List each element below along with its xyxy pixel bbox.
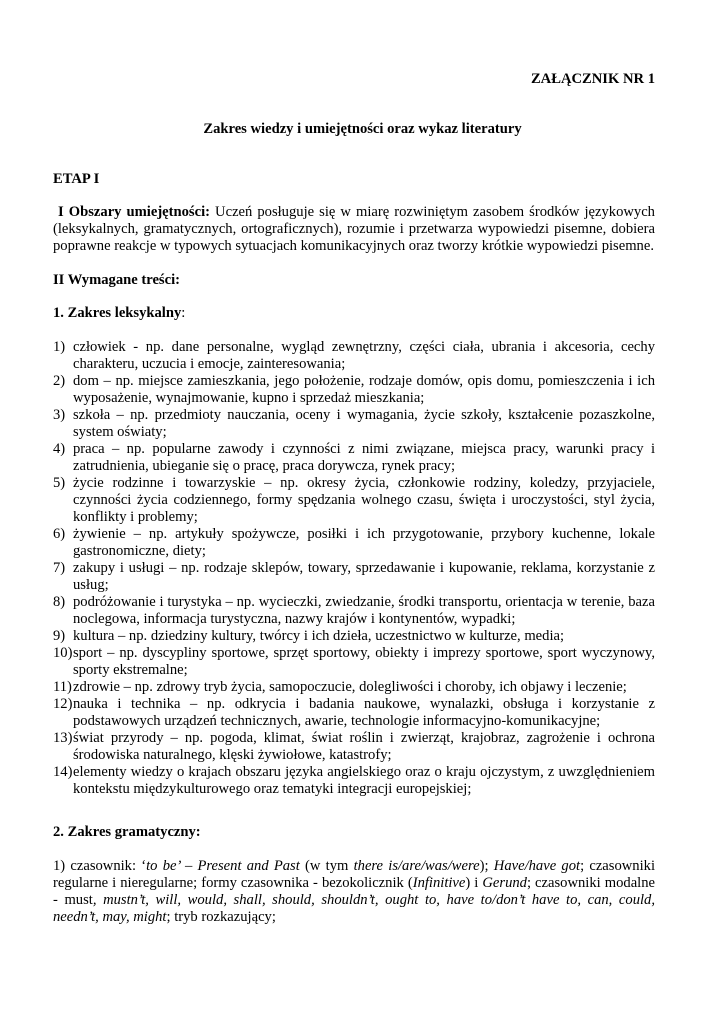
grammar-term: to be’ – Present and Past: [146, 858, 300, 874]
grammar-text: );: [479, 858, 494, 874]
grammar-term: there is/are/was/were: [353, 858, 480, 874]
lexical-item-number: 7): [53, 560, 66, 576]
lexical-colon: :: [181, 305, 186, 321]
lexical-heading: 1. Zakres leksykalny: [53, 305, 182, 321]
stage-heading: ETAP I: [53, 171, 100, 187]
lexical-item: [53, 679, 655, 696]
lexical-item-number: 4): [53, 441, 66, 457]
document-title: Zakres wiedzy i umiejętności oraz wykaz literatury: [203, 121, 522, 137]
lexical-item-number: 12): [53, 696, 73, 712]
lexical-item-number: 5): [53, 475, 66, 491]
lexical-item-number: 10): [53, 645, 73, 661]
grammar-term: Have/have got: [493, 858, 581, 874]
lexical-item: [53, 645, 655, 679]
lexical-item-text: kultura – np. dziedziny kultury, twórcy i ich dzieła, uczestnictwo w kulturze, media;: [73, 628, 565, 644]
grammar-text: 1) czasownik: ‘: [53, 858, 147, 874]
lexical-item: [53, 628, 655, 645]
grammar-item-1: [53, 858, 655, 926]
lexical-item-number: 1): [53, 339, 66, 355]
grammar-text: ; czasowniki regularne i nieregularne; formy czasownika - bezokolicznik (: [53, 858, 655, 891]
lexical-item-text: nauka i technika – np. odkrycia i badania naukowe, wynalazki, obsługa i korzystanie z podstawowych urządzeń technicznych, awarie, technologie informacyjno-komunikacyjne;: [73, 696, 655, 729]
lexical-item-text: żywienie – np. artykuły spożywcze, posiłki i ich przygotowanie, przybory kuchenne, lokale gastronomiczne, diety;: [73, 526, 655, 559]
skills-paragraph: [53, 204, 655, 255]
lexical-item-number: 3): [53, 407, 66, 423]
lexical-heading-line: [53, 305, 655, 322]
lexical-item: [53, 475, 655, 526]
grammar-term: , mustn’t, will, would, shall, should, shouldn’t, ought to, have to/don’t have to, can, could, needn’t, may, might: [53, 892, 655, 925]
lexical-item-number: 9): [53, 628, 66, 644]
lexical-item-text: życie rodzinne i towarzyskie – np. okresy życia, członkowie rodziny, koledzy, przyjaciele, czynności życia codziennego, formy spędzania wolnego czasu, święta i uroczystości, styl życia, konflikty i problemy;: [73, 475, 655, 525]
lexical-item-text: praca – np. popularne zawody i czynności z nimi związane, miejsca pracy, warunki pracy i zatrudnienia, ubieganie się o pracę, praca dorywcza, rynek pracy;: [73, 441, 655, 474]
lexical-list: [53, 339, 655, 798]
lexical-item: [53, 441, 655, 475]
lexical-item-text: elementy wiedzy o krajach obszaru języka angielskiego oraz o kraju ojczystym, z uwzględnieniem kontekstu międzykulturowego oraz tematyki integracji europejskiej;: [73, 764, 655, 797]
lexical-item-text: podróżowanie i turystyka – np. wycieczki, zwiedzanie, środki transportu, orientacja w terenie, baza noclegowa, informacja turystyczna, nazwy krajów i kontynentów, wypadki;: [73, 594, 655, 627]
lexical-item-number: 11): [53, 679, 72, 695]
lexical-item: [53, 373, 655, 407]
skills-text: Uczeń posługuje się w miarę rozwiniętym zasobem środków językowych (leksykalnych, gramatycznych, ortograficznych), rozumie i przetwarza wypowiedzi pisemne, dobiera poprawne reakcje w typowych sytuacjach komunikacyjnych oraz tworzy krótkie wypowiedzi pisemne.: [53, 204, 655, 254]
lexical-item-text: szkoła – np. przedmioty nauczania, oceny i wymagania, życie szkoły, kształcenie pozaszkolne, system oświaty;: [73, 407, 655, 440]
lexical-item-text: zdrowie – np. zdrowy tryb życia, samopoczucie, dolegliwości i choroby, ich objawy i leczenie;: [73, 679, 627, 695]
lexical-item: [53, 560, 655, 594]
annex-label: ZAŁĄCZNIK NR 1: [530, 71, 655, 87]
grammar-heading: 2. Zakres gramatyczny:: [53, 824, 201, 840]
grammar-text: ; tryb rozkazujący;: [166, 909, 276, 925]
required-heading: II Wymagane treści:: [53, 272, 181, 288]
lexical-item-number: 6): [53, 526, 66, 542]
grammar-text: ) i: [465, 875, 483, 891]
skills-heading: I Obszary umiejętności:: [58, 204, 210, 220]
lexical-item: [53, 696, 655, 730]
lexical-item-number: 8): [53, 594, 66, 610]
lexical-item: [53, 339, 655, 373]
lexical-item: [53, 730, 655, 764]
lexical-item-text: sport – np. dyscypliny sportowe, sprzęt sportowy, obiekty i imprezy sportowe, sport wyczynowy, sporty ekstremalne;: [73, 645, 655, 678]
lexical-item-text: zakupy i usługi – np. rodzaje sklepów, towary, sprzedawanie i kupowanie, reklama, korzystanie z usług;: [73, 560, 655, 593]
grammar-text: (w tym: [299, 858, 354, 874]
lexical-item: [53, 764, 655, 798]
lexical-item-number: 14): [53, 764, 73, 780]
grammar-text: ; czasowniki modalne - must: [53, 875, 655, 908]
lexical-item-text: człowiek - np. dane personalne, wygląd zewnętrzny, części ciała, ubrania i akcesoria, cechy charakteru, uczucia i emocje, zainteresowania;: [73, 339, 655, 372]
lexical-item-text: świat przyrody – np. pogoda, klimat, świat roślin i zwierząt, krajobraz, zagrożenie i ochrona środowiska naturalnego, klęski żywiołowe, katastrofy;: [73, 730, 655, 763]
lexical-item-number: 2): [53, 373, 66, 389]
grammar-term: Gerund: [482, 875, 527, 891]
lexical-item-text: dom – np. miejsce zamieszkania, jego położenie, rodzaje domów, opis domu, pomieszczenia i ich wyposażenie, wynajmowanie, kupno i sprzedaż mieszkania;: [73, 373, 655, 406]
lexical-item: [53, 407, 655, 441]
lexical-item-number: 13): [53, 730, 73, 746]
grammar-term: Infinitive: [412, 875, 466, 891]
lexical-item: [53, 594, 655, 628]
lexical-item: [53, 526, 655, 560]
